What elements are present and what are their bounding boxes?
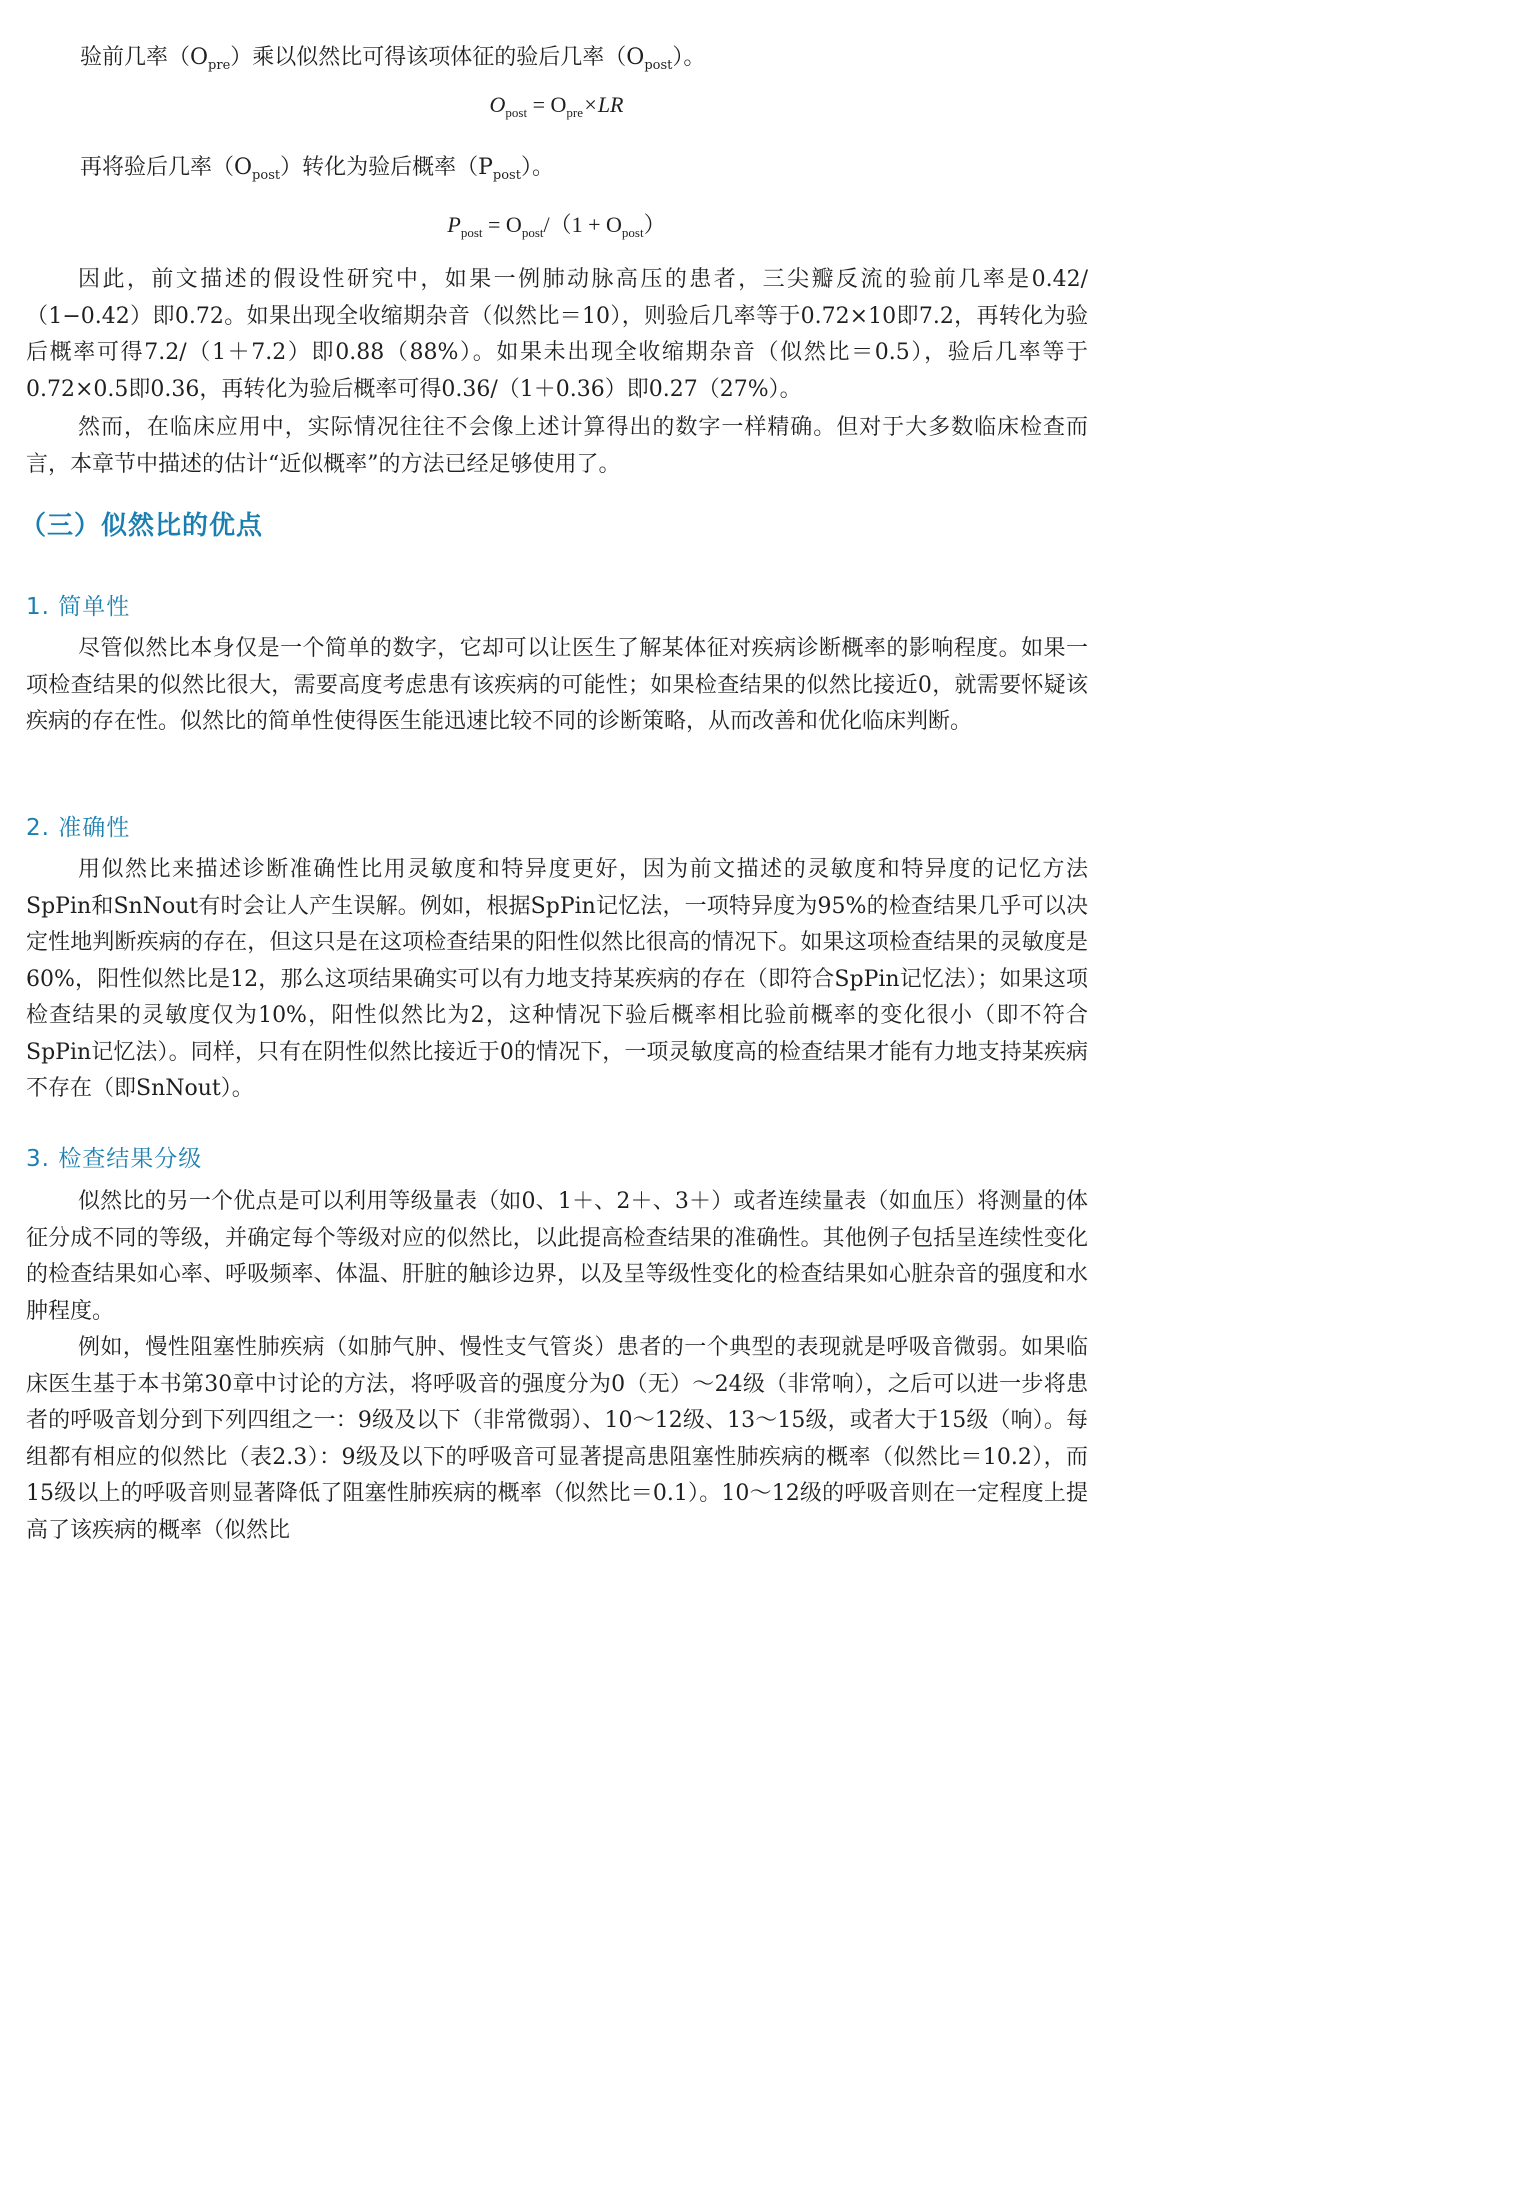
paragraph-example-calculation: 因此，前文描述的假设性研究中，如果一例肺动脉高压的患者，三尖瓣反流的验前几率是0.42/（1−0.42）即0.72。如果出现全收缩期杂音（似然比＝10），则验后几率等于0.72×10即7.2，再转化为验后概率可得7.2/（1＋7.2）即0.88（88%）。如果未出现全收缩期杂音（似然比＝0.5），验后几率等于0.72×0.5即0.36，再转化为验后概率可得0.36/（1＋0.36）即0.27（27%）。 [26,267,1088,402]
paragraph-clinical-note: 然而，在临床应用中，实际情况往往不会像上述计算得出的数字一样精确。但对于大多数临床检查而言，本章节中描述的估计“近似概率”的方法已经足够使用了。 [26,415,1088,477]
subscript-post-2: post [492,168,521,183]
paragraph-grading-1: 似然比的另一个优点是可以利用等级量表（如0、1＋、2＋、3＋）或者连续量表（如血压）将测量的体征分成不同的等级，并确定每个等级对应的似然比，以此提高检查结果的准确性。其他例子包括呈连续性变化的检查结果如心率、呼吸频率、体温、肝脏的触诊边界，以及呈等级性变化的检查结果如心脏杂音的强度和水肿程度。 [26,1189,1088,1324]
formula2-end-sub: post [621,225,644,240]
subsection-title-grading: 3. 检查结果分级 [26,1146,203,1172]
formula1-rhs-end: ×LR [582,92,624,117]
intro-line2-end: ）。 [520,155,554,180]
formula2-eq: = O [482,212,522,237]
formula2-mid: /（1 + O [543,212,622,237]
subscript-pre: pre [208,58,231,73]
formula1-rhs-sub: pre [566,105,583,120]
formula2-lhs: P [447,212,461,237]
subsection-title-simplicity: 1. 简单性 [26,594,131,620]
intro-line2-mid: ）转化为验后概率（P [280,155,493,180]
paragraph-simplicity: 尽管似然比本身仅是一个简单的数字，它却可以让医生了解某体征对疾病诊断概率的影响程度。如果一项检查结果的似然比很大，需要高度考虑患有该疾病的可能性；如果检查结果的似然比接近0，就需要怀疑该疾病的存在性。似然比的简单性使得医生能迅速比较不同的诊断策略，从而改善和优化临床判断。 [26,636,1088,734]
formula1-lhs: O [489,92,506,117]
intro-line1-end: ）。 [672,45,706,70]
subscript-post-1: post [252,168,281,183]
formula1-eq: = O [527,92,567,117]
intro-line1-text: 验前几率（O [80,45,209,70]
intro-line1-mid: ）乘以似然比可得该项体征的验后几率（O [230,45,645,70]
paragraph-grading-2: 例如，慢性阻塞性肺疾病（如肺气肿、慢性支气管炎）患者的一个典型的表现就是呼吸音微弱。如果临床医生基于本书第30章中讨论的方法，将呼吸音的强度分为0（无）～24级（非常响），之后可以进一步将患者的呼吸音划分到下列四组之一：9级及以下（非常微弱）、10～12级、13～15级，或者大于15级（响）。每组都有相应的似然比（表2.3）：9级及以下的呼吸音可显著提高患阻塞性肺疾病的概率（似然比＝10.2），而15级以上的呼吸音则显著降低了阻塞性肺疾病的概率（似然比＝0.1）。10～12级的呼吸音则在一定程度上提高了该疾病的概率（似然比 [26,1335,1088,1543]
formula2-mid-sub: post [521,225,544,240]
intro-line-convert [80,150,554,183]
intro-line-odds-pre [80,40,705,73]
formula-odds-post [0,92,1113,121]
section-title: （三）似然比的优点 [20,511,264,541]
subsection-title-accuracy: 2. 准确性 [26,815,131,841]
intro-line2-text: 再将验后几率（O [80,155,253,180]
paragraph-accuracy: 用似然比来描述诊断准确性比用灵敏度和特异度更好，因为前文描述的灵敏度和特异度的记忆方法SpPin和SnNout有时会让人产生误解。例如，根据SpPin记忆法，一项特异度为95%的检查结果几乎可以决定性地判断疾病的存在，但这只是在这项检查结果的阳性似然比很高的情况下。如果这项检查结果的灵敏度是60%，阳性似然比是12，那么这项结果确实可以有力地支持某疾病的存在（即符合SpPin记忆法）；如果这项检查结果的灵敏度仅为10%，阳性似然比为2，这种情况下验后概率相比验前概率的变化很小（即不符合SpPin记忆法）。同样，只有在阴性似然比接近于0的情况下，一项灵敏度高的检查结果才能有力地支持某疾病不存在（即SnNout）。 [26,857,1088,1101]
subscript-post: post [644,58,673,73]
formula-prob-post [0,208,1113,241]
formula2-lhs-sub: post [460,225,483,240]
formula1-lhs-sub: post [505,105,528,120]
formula2-end: ） [643,212,666,237]
